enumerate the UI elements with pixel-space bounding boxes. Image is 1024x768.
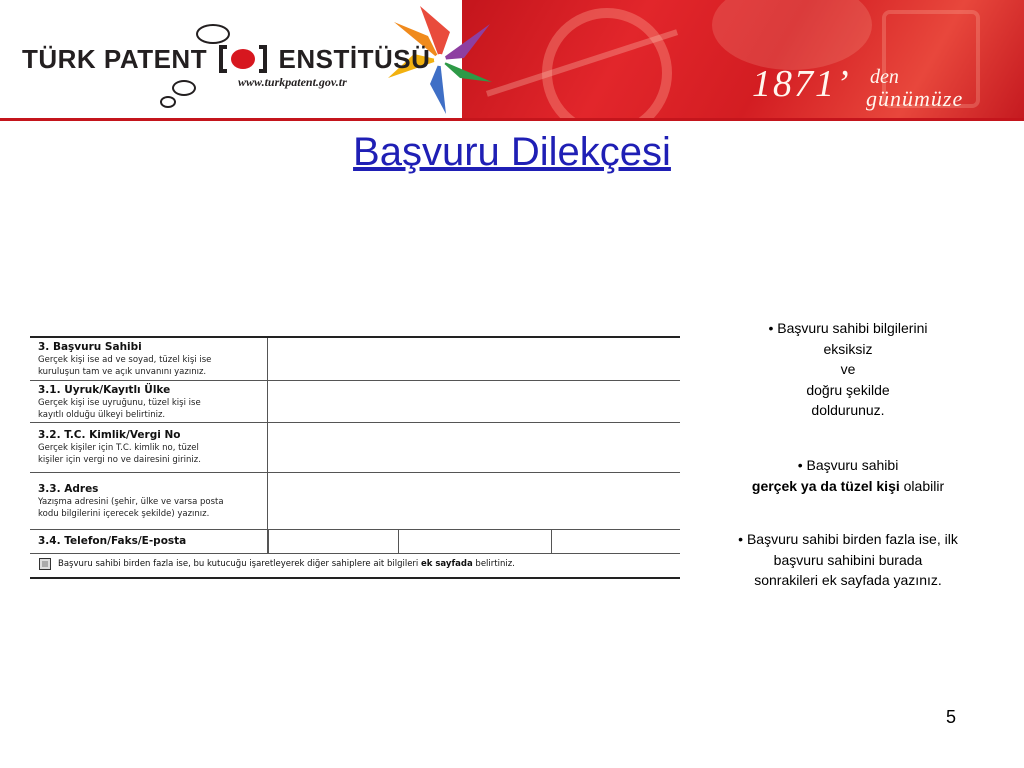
multiple-applicants-row: [30, 555, 680, 577]
motto-den: den: [870, 66, 899, 88]
note-multiple-applicants: [700, 529, 996, 591]
slide-title[interactable]: Başvuru Dilekçesi: [353, 130, 671, 174]
page-number: 5: [946, 707, 957, 727]
form-row-label: [30, 473, 268, 529]
form-row-label: [30, 423, 268, 472]
form-row-heading: 3.3. Adres: [38, 483, 99, 495]
form-row: [30, 530, 680, 554]
logo-url: www.turkpatent.gov.tr: [238, 75, 347, 89]
note-line: sonrakileri ek sayfada yazınız.: [754, 572, 942, 588]
form-row-heading: 3.1. Uyruk/Kayıtlı Ülke: [38, 384, 171, 396]
form-row-heading: 3. Başvuru Sahibi: [38, 341, 142, 353]
form-row: [30, 423, 680, 473]
form-value-field: [268, 423, 680, 472]
form-row-hint: kodu bilgilerini içerecek şekilde) yazınız.: [38, 509, 210, 519]
phone-cell: [268, 530, 399, 553]
note-line: doğru şekilde: [806, 381, 890, 398]
form-row-hint: Gerçek kişiler için T.C. kimlik no, tüzel: [38, 443, 199, 453]
note-complete-info: [700, 318, 996, 421]
form-value-field: [268, 530, 680, 553]
institute-logo: [22, 44, 430, 75]
note-line: gerçek ya da tüzel kişi olabilir: [751, 477, 945, 494]
form-row-hint: kayıtlı olduğu ülkeyi belirtiniz.: [38, 410, 166, 420]
form-row-hint: Gerçek kişi ise uyruğunu, tüzel kişi ise: [38, 398, 201, 408]
form-row-label: [30, 338, 268, 380]
form-row: [30, 381, 680, 423]
motto-year: 1871’: [752, 63, 851, 105]
form-value-field: [268, 381, 680, 422]
header-banner: [0, 0, 1024, 120]
application-form-excerpt: [30, 336, 680, 579]
logo-bubble-icon: [172, 80, 196, 96]
form-row-hint: Yazışma adresini (şehir, ülke ve varsa posta: [38, 497, 224, 507]
logo-left-text: TÜRK PATENT: [22, 44, 208, 74]
form-row-heading: 3.4. Telefon/Faks/E-posta: [38, 535, 187, 547]
logo-bracket-icon: [219, 45, 267, 73]
form-row-heading: 3.2. T.C. Kimlik/Vergi No: [38, 429, 181, 441]
fax-cell: [398, 530, 552, 553]
note-line: • Başvuru sahibi birden fazla ise, ilk: [738, 531, 958, 547]
header-divider: [0, 118, 1024, 121]
note-line: ve: [840, 361, 856, 377]
note-line: • Başvuru sahibi: [797, 457, 899, 473]
note-person-type: [700, 455, 996, 496]
motto-gunumuze: günümüze: [866, 86, 964, 111]
form-row-hint: Gerçek kişi ise ad ve soyad, tüzel kişi ise: [38, 355, 212, 365]
note-line: başvuru sahibini burada: [773, 551, 923, 568]
form-row-label: [30, 530, 268, 553]
note-line: eksiksiz: [823, 340, 873, 357]
form-row-hint: kişiler için vergi no ve dairesini giriniz.: [38, 455, 201, 465]
form-row: [30, 338, 680, 381]
note-line: • Başvuru sahibi bilgilerini: [768, 320, 928, 336]
form-value-field: [268, 338, 680, 380]
form-row: [30, 473, 680, 530]
email-cell: [551, 530, 681, 553]
checkbox-label: Başvuru sahibi birden fazla ise, bu kutucuğu işaretleyerek diğer sahiplere ait bilgileri ek sayfada belirtiniz.: [58, 559, 515, 569]
form-row-label: [30, 381, 268, 422]
logo-bubble-icon: [160, 96, 176, 108]
form-row-hint: kuruluşun tam ve açık unvanını yazınız.: [38, 367, 207, 377]
logo-right-text: ENSTİTÜSÜ: [278, 44, 431, 74]
logo-bubble-icon: [196, 24, 230, 44]
checkbox-icon: [39, 558, 51, 570]
form-value-field: [268, 473, 680, 529]
note-line: doldurunuz.: [811, 402, 885, 418]
